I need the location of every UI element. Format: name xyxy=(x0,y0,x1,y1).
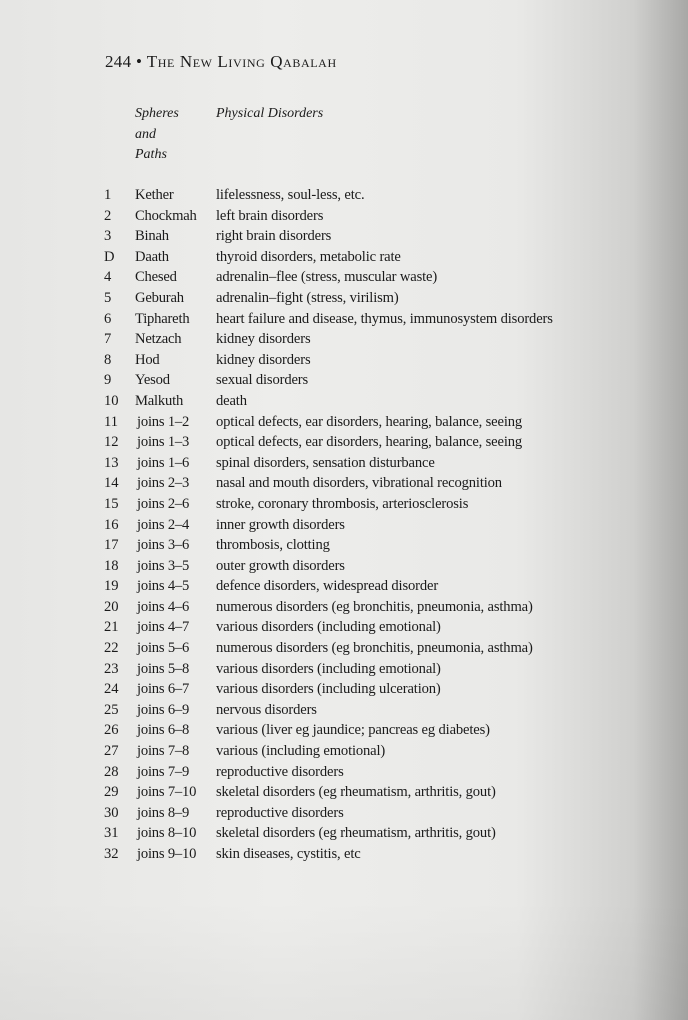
sphere-or-path: Chesed xyxy=(135,269,177,286)
table-row xyxy=(0,309,688,330)
sphere-or-path: joins 6–7 xyxy=(137,681,190,698)
running-head xyxy=(105,52,337,72)
physical-disorder: stroke, coronary thrombosis, arteriosclerosis xyxy=(216,495,469,512)
table-row xyxy=(0,226,688,247)
sphere-or-path: Hod xyxy=(135,351,160,368)
row-number: 12 xyxy=(104,434,119,451)
row-number: 2 xyxy=(104,207,112,224)
sphere-or-path: joins 6–8 xyxy=(137,722,190,739)
physical-disorder: kidney disorders xyxy=(216,331,311,348)
sphere-or-path: joins 4–5 xyxy=(137,578,190,595)
sphere-or-path: Netzach xyxy=(135,331,182,348)
row-number: 16 xyxy=(104,516,119,533)
physical-disorder: nasal and mouth disorders, vibrational recognition xyxy=(216,475,502,492)
table-row xyxy=(0,473,688,494)
sphere-or-path: joins 5–6 xyxy=(137,640,190,657)
row-number: 9 xyxy=(104,372,112,389)
sphere-or-path: joins 4–7 xyxy=(137,619,190,636)
physical-disorder: right brain disorders xyxy=(216,228,332,245)
table-row xyxy=(0,515,688,536)
sphere-or-path: Chockmah xyxy=(135,207,197,224)
physical-disorder: sexual disorders xyxy=(216,372,309,389)
sphere-or-path: joins 4–6 xyxy=(137,598,190,615)
table-row xyxy=(0,391,688,412)
sphere-or-path: Yesod xyxy=(135,372,170,389)
sphere-or-path: joins 8–10 xyxy=(137,825,197,842)
row-number: 25 xyxy=(104,701,119,718)
sphere-or-path: joins 7–10 xyxy=(137,784,197,801)
physical-disorder: kidney disorders xyxy=(216,351,311,368)
sphere-or-path: joins 1–3 xyxy=(137,434,190,451)
row-number: 11 xyxy=(104,413,119,430)
row-number: 10 xyxy=(104,392,119,409)
physical-disorder: defence disorders, widespread disorder xyxy=(216,578,439,595)
row-number: 32 xyxy=(104,846,119,862)
table-row xyxy=(0,659,688,680)
row-number: 1 xyxy=(104,187,112,203)
physical-disorder: optical defects, ear disorders, hearing, balance, seeing xyxy=(216,413,523,430)
row-number: 22 xyxy=(104,640,119,657)
row-number: 20 xyxy=(104,598,119,615)
table-row xyxy=(0,350,688,371)
physical-disorder: adrenalin–fight (stress, virilism) xyxy=(216,289,399,306)
column-header-physical-disorders: Physical Disorders xyxy=(216,106,324,121)
table-row xyxy=(0,782,688,803)
sphere-or-path: joins 9–10 xyxy=(137,846,197,862)
table-row xyxy=(0,803,688,824)
physical-disorder: left brain disorders xyxy=(216,207,324,224)
column-header-line: and xyxy=(135,126,156,142)
row-number: 13 xyxy=(104,454,119,471)
table-row xyxy=(0,741,688,762)
page-shadow xyxy=(0,900,688,1020)
table-row xyxy=(0,617,688,638)
table-row xyxy=(0,370,688,391)
physical-disorder: various (including emotional) xyxy=(216,743,386,760)
sphere-or-path: joins 6–9 xyxy=(137,701,190,718)
row-number: 26 xyxy=(104,722,119,739)
table-row xyxy=(0,412,688,433)
table-row xyxy=(0,638,688,659)
sphere-or-path: Tiphareth xyxy=(135,310,190,327)
sphere-or-path: joins 8–9 xyxy=(137,804,190,821)
physical-disorder: reproductive disorders xyxy=(216,763,344,780)
table-row xyxy=(0,432,688,453)
table-row xyxy=(0,720,688,741)
table-row xyxy=(0,679,688,700)
table-row xyxy=(0,453,688,474)
sphere-or-path: Daath xyxy=(135,248,169,265)
row-number: 29 xyxy=(104,784,119,801)
table-row xyxy=(0,700,688,721)
physical-disorder: reproductive disorders xyxy=(216,804,344,821)
table-row xyxy=(0,844,688,865)
physical-disorder: adrenalin–flee (stress, muscular waste) xyxy=(216,269,438,286)
physical-disorder: skeletal disorders (eg rheumatism, arthritis, gout) xyxy=(216,784,496,801)
row-number: 28 xyxy=(104,763,119,780)
sphere-or-path: joins 2–4 xyxy=(137,516,190,533)
physical-disorder: various disorders (including emotional) xyxy=(216,660,441,677)
column-header-spheres-and-paths xyxy=(135,104,205,166)
physical-disorder: thyroid disorders, metabolic rate xyxy=(216,248,401,265)
column-header-line: Spheres xyxy=(135,106,179,121)
sphere-or-path: Geburah xyxy=(135,289,184,306)
physical-disorder: thrombosis, clotting xyxy=(216,537,330,554)
physical-disorder: heart failure and disease, thymus, immunosystem disorders xyxy=(216,310,553,327)
sphere-or-path: joins 1–6 xyxy=(137,454,190,471)
row-number: 30 xyxy=(104,804,119,821)
physical-disorder: nervous disorders xyxy=(216,701,317,718)
physical-disorder: death xyxy=(216,392,247,409)
row-number: 19 xyxy=(104,578,119,595)
row-number: 4 xyxy=(104,269,112,286)
physical-disorder: lifelessness, soul-less, etc. xyxy=(216,187,365,203)
table-row xyxy=(0,576,688,597)
table-row xyxy=(0,267,688,288)
table-row xyxy=(0,329,688,350)
column-header-line: Paths xyxy=(135,147,167,162)
table-row xyxy=(0,535,688,556)
row-number: 31 xyxy=(104,825,119,842)
row-number: 6 xyxy=(104,310,112,327)
physical-disorder: various (liver eg jaundice; pancreas eg diabetes) xyxy=(216,722,490,739)
table-row xyxy=(0,762,688,783)
table-row xyxy=(0,206,688,227)
bullet-separator: • xyxy=(135,52,143,71)
row-number: D xyxy=(104,248,115,265)
physical-disorder: outer growth disorders xyxy=(216,557,345,574)
table-row xyxy=(0,288,688,309)
sphere-or-path: joins 3–5 xyxy=(137,557,190,574)
row-number: 8 xyxy=(104,351,112,368)
sphere-or-path: Malkuth xyxy=(135,392,184,409)
row-number: 7 xyxy=(104,331,112,348)
physical-disorder: numerous disorders (eg bronchitis, pneumonia, asthma) xyxy=(216,598,533,615)
book-title: The New Living Qabalah xyxy=(146,52,337,71)
physical-disorder: skin diseases, cystitis, etc xyxy=(216,846,361,862)
sphere-or-path: joins 1–2 xyxy=(137,413,190,430)
row-number: 5 xyxy=(104,289,112,306)
row-number: 27 xyxy=(104,743,119,760)
physical-disorder: inner growth disorders xyxy=(216,516,345,533)
page-number: 244 xyxy=(105,52,132,71)
sphere-or-path: Binah xyxy=(135,228,169,245)
physical-disorder: skeletal disorders (eg rheumatism, arthritis, gout) xyxy=(216,825,496,842)
physical-disorder: numerous disorders (eg bronchitis, pneumonia, asthma) xyxy=(216,640,533,657)
row-number: 15 xyxy=(104,495,119,512)
physical-disorder: various disorders (including ulceration) xyxy=(216,681,441,698)
physical-disorder: various disorders (including emotional) xyxy=(216,619,441,636)
sphere-or-path: joins 2–6 xyxy=(137,495,190,512)
table-row xyxy=(0,597,688,618)
row-number: 3 xyxy=(104,228,112,245)
row-number: 23 xyxy=(104,660,119,677)
sphere-or-path: Kether xyxy=(135,187,174,203)
table-row xyxy=(0,556,688,577)
row-number: 17 xyxy=(104,537,119,554)
sphere-or-path: joins 7–9 xyxy=(137,763,190,780)
disorders-table xyxy=(0,185,688,865)
row-number: 21 xyxy=(104,619,119,636)
table-row xyxy=(0,494,688,515)
table-row xyxy=(0,823,688,844)
table-row xyxy=(0,247,688,268)
row-number: 24 xyxy=(104,681,119,698)
row-number: 18 xyxy=(104,557,119,574)
sphere-or-path: joins 7–8 xyxy=(137,743,190,760)
sphere-or-path: joins 3–6 xyxy=(137,537,190,554)
sphere-or-path: joins 5–8 xyxy=(137,660,190,677)
physical-disorder: spinal disorders, sensation disturbance xyxy=(216,454,435,471)
table-row xyxy=(0,185,688,206)
physical-disorder: optical defects, ear disorders, hearing, balance, seeing xyxy=(216,434,523,451)
sphere-or-path: joins 2–3 xyxy=(137,475,190,492)
row-number: 14 xyxy=(104,475,119,492)
